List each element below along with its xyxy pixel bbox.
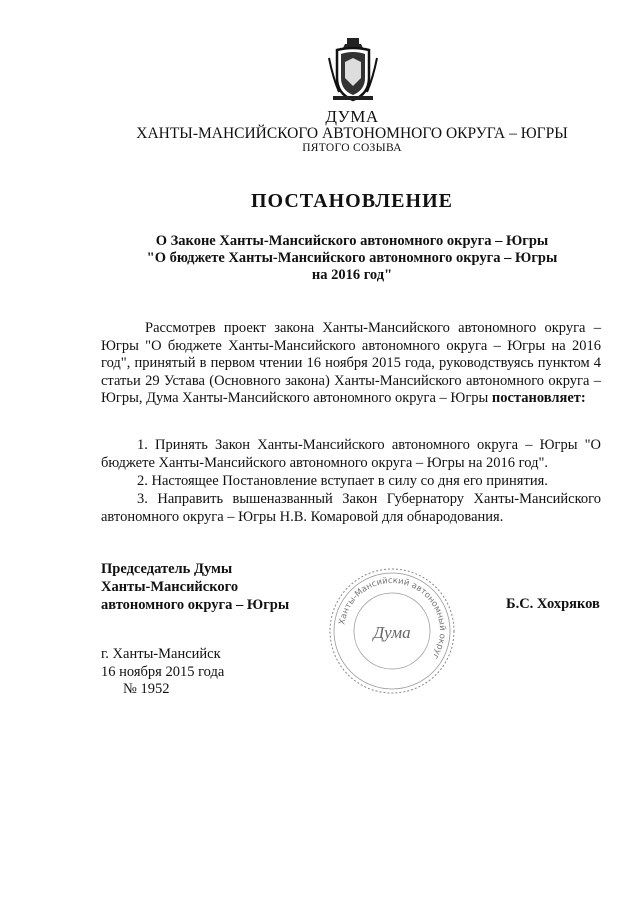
official-stamp-icon xyxy=(326,566,458,696)
signatory-name: Б.С. Хохряков xyxy=(506,596,600,612)
convocation: ПЯТОГО СОЗЫВА xyxy=(302,142,402,154)
place-date-number xyxy=(101,646,224,699)
preamble xyxy=(101,320,601,408)
svg-text:Дума: Дума xyxy=(373,623,411,642)
doc-number: № 1952 xyxy=(123,681,170,697)
subject-line-2: "О бюджете Ханты-Мансийского автономного округа – Югры xyxy=(146,250,558,266)
decree-word: постановляет: xyxy=(491,390,586,406)
coat-of-arms-icon xyxy=(327,38,379,102)
document-title: ПОСТАНОВЛЕНИЕ xyxy=(251,190,453,212)
date: 16 ноября 2015 года xyxy=(101,663,225,680)
okrug-name: ХАНТЫ-МАНСИЙСКОГО АВТОНОМНОГО ОКРУГА – ЮГРЫ xyxy=(136,125,568,142)
subject-line-3: на 2016 год" xyxy=(311,267,393,283)
list-item: 3. Направить вышеназванный Закон Губернатору Ханты-Мансийского автономного округа – Югры Н.В. Комаровой для обнародования. xyxy=(101,491,601,525)
list-item: 1. Принять Закон Ханты-Мансийского автономного округа – Югры "О бюджете Ханты-Мансийского автономного округа – Югры на 2016 год". xyxy=(101,437,601,471)
org-name: ДУМА xyxy=(325,107,379,126)
list-item: 2. Настоящее Постановление вступает в силу со дня его принятия. xyxy=(137,473,548,489)
subject-line-1: О Законе Ханты-Мансийского автономного округа – Югры xyxy=(155,233,549,249)
signatory-position: Председатель Думы Ханты-Мансийского автономного округа – Югры xyxy=(101,561,290,613)
city: г. Ханты-Мансийск xyxy=(101,646,221,662)
svg-text:Ханты-Мансийский автономный ок: Ханты-Мансийский автономный округ xyxy=(337,575,448,661)
preamble-text: Рассмотрев проект закона Ханты-Мансийского автономного округа – Югры "О бюджете Ханты-Мансийского автономного округа – Югры на 2016 год", принятый в первом чтении 16 ноября 2015 года, руководствуясь пунктом 4 статьи 29 Устава (Основного закона) Ханты-Мансийского автономного округа – Югры, Дума Ханты-Мансийского автономного округа – Югры xyxy=(101,320,601,406)
